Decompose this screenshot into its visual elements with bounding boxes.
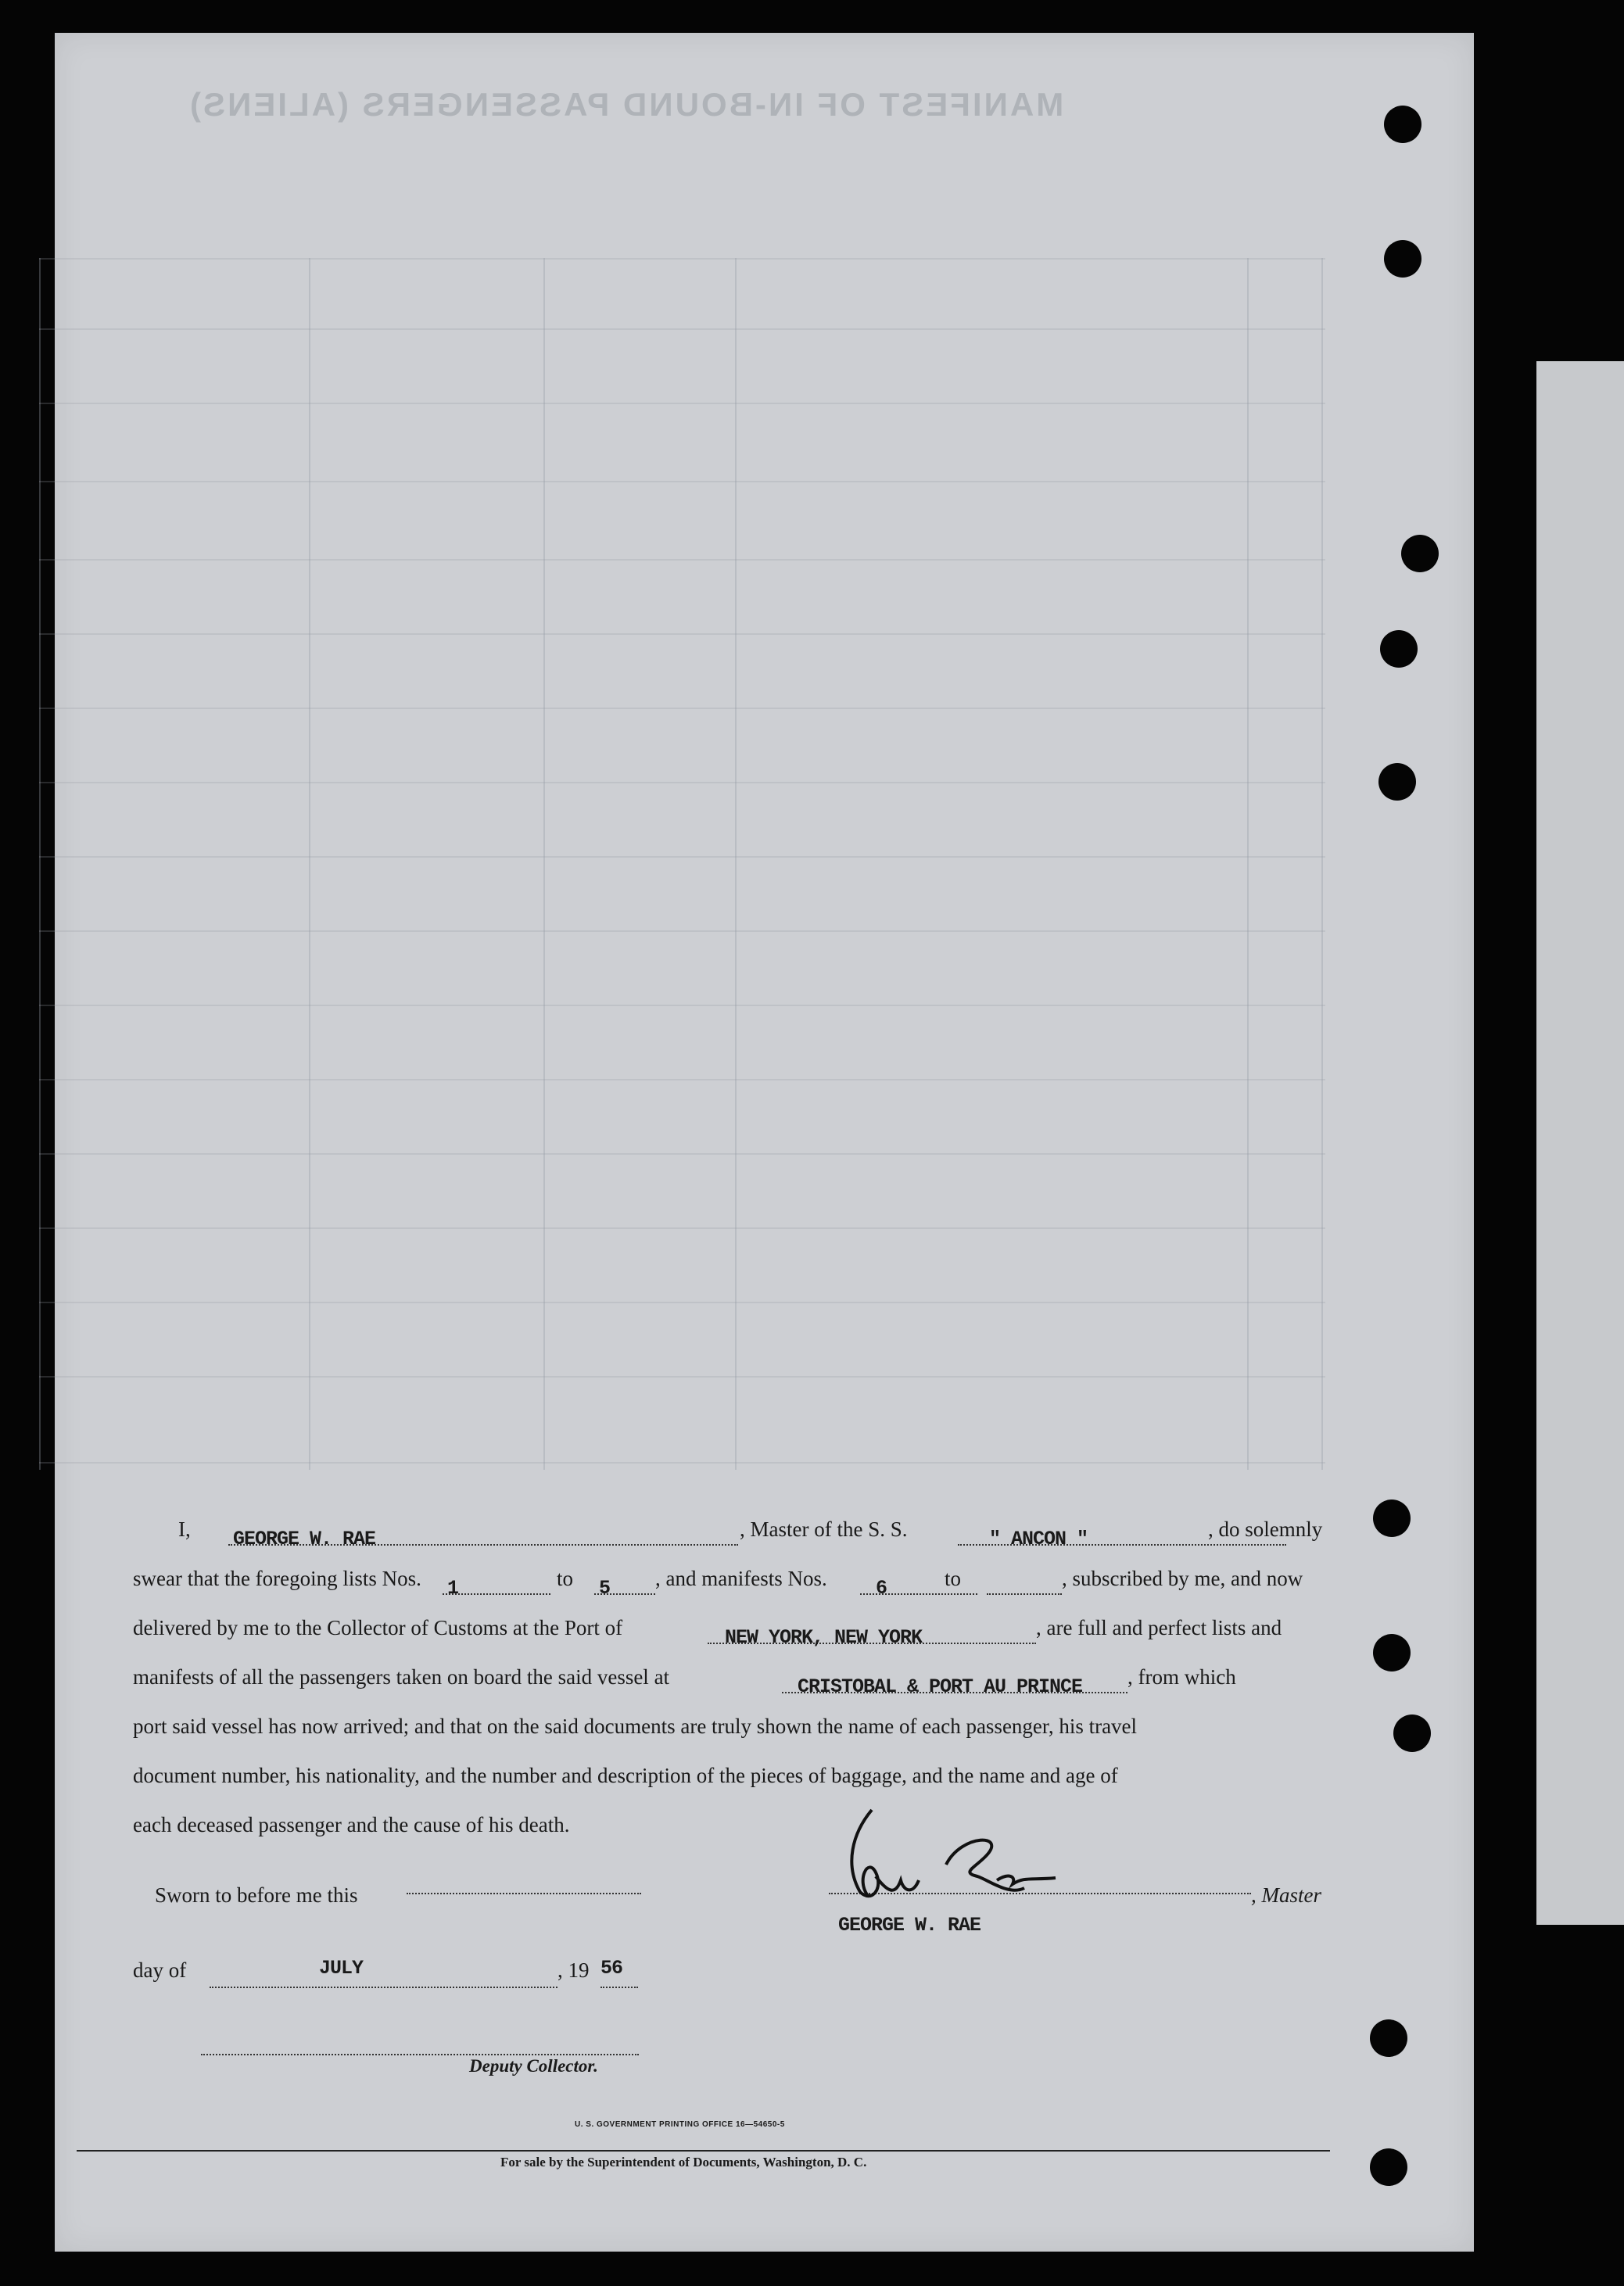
oath-line-6: [78, 1751, 1337, 1800]
adjacent-page-edge: [1536, 361, 1624, 1925]
oath-delivered: delivered by me to the Collector of Customs at the Port of: [133, 1616, 623, 1639]
lists-from-field: 1: [443, 1564, 550, 1595]
footer-rule: [77, 2150, 1330, 2152]
vessel-name-field: " ANCON ": [958, 1514, 1286, 1546]
oath-line-3: [78, 1603, 1337, 1653]
master-signature: [829, 1802, 985, 1912]
oath-line-2: [78, 1554, 1337, 1603]
deputy-signature-line: [201, 2052, 639, 2055]
arrival-port-field: NEW YORK, NEW YORK: [708, 1613, 1036, 1644]
punch-hole: [1373, 1500, 1411, 1537]
deputy-collector-label: Deputy Collector.: [469, 2056, 598, 2076]
punch-hole: [1384, 106, 1421, 143]
punch-hole: [1370, 2148, 1407, 2186]
oath-to-2: to: [945, 1567, 962, 1590]
bleed-through-heading: MANIFEST OF IN-BOUND PASSENGERS (ALIENS): [188, 86, 1064, 123]
oath-line-4: [78, 1653, 1337, 1702]
manifest-to-field: [987, 1564, 1062, 1595]
manifest-from-field: 6: [860, 1564, 977, 1595]
oath-swear-lists: swear that the foregoing lists Nos.: [133, 1567, 421, 1590]
year-field: 56: [600, 1957, 638, 1988]
oath-do-solemnly: , do solemnly: [1208, 1517, 1323, 1541]
punch-hole: [1384, 240, 1421, 278]
oath-text-7: each deceased passenger and the cause of his death.: [133, 1813, 570, 1836]
punch-hole: [1401, 535, 1439, 572]
year-prefix: , 19: [557, 1958, 590, 1982]
punch-hole: [1373, 1634, 1411, 1672]
master-oath: [78, 1505, 1337, 1850]
lists-to-field: 5: [594, 1564, 655, 1595]
month-field: JULY: [210, 1957, 557, 1988]
oath-line-1: [78, 1505, 1337, 1554]
punch-hole: [1393, 1714, 1431, 1752]
oath-i: I,: [178, 1517, 191, 1541]
oath-are-full: , are full and perfect lists and: [1036, 1616, 1282, 1639]
master-name-field: GEORGE W. RAE: [228, 1514, 738, 1546]
oath-line-5: [78, 1702, 1337, 1751]
oath-from-which: , from which: [1127, 1665, 1236, 1689]
for-sale-note: For sale by the Superintendent of Documents, Washington, D. C.: [500, 2155, 867, 2170]
master-label: , Master: [1251, 1883, 1321, 1907]
punch-hole: [1380, 630, 1418, 668]
oath-master-of: , Master of the S. S.: [740, 1517, 908, 1541]
oath-text-5: port said vessel has now arrived; and that on the said documents are truly shown the name of each passenger, his travel: [133, 1714, 1138, 1738]
oath-to-1: to: [557, 1567, 574, 1590]
sworn-date-line: [407, 1891, 641, 1894]
typed-master-name: GEORGE W. RAE: [838, 1914, 981, 1937]
handwritten-signature: [829, 1802, 1063, 1912]
sworn-label: Sworn to before me this: [155, 1883, 358, 1907]
printing-office-note: U. S. GOVERNMENT PRINTING OFFICE 16—54650-5: [575, 2120, 785, 2129]
day-of-label: day of: [133, 1958, 187, 1982]
punch-hole: [1378, 763, 1416, 801]
oath-and-manifests: , and manifests Nos.: [655, 1567, 827, 1590]
bleed-through-table: [39, 258, 1325, 1470]
oath-line-7: [78, 1800, 1337, 1850]
oath-manifests-of: manifests of all the passengers taken on board the said vessel at: [133, 1665, 670, 1689]
departure-port-field: CRISTOBAL & PORT AU PRINCE: [782, 1662, 1127, 1693]
oath-text-6: document number, his nationality, and the number and description of the pieces of baggage, and the name and age of: [133, 1764, 1118, 1787]
punch-hole: [1370, 2019, 1407, 2057]
oath-subscribed: , subscribed by me, and now: [1062, 1567, 1303, 1590]
